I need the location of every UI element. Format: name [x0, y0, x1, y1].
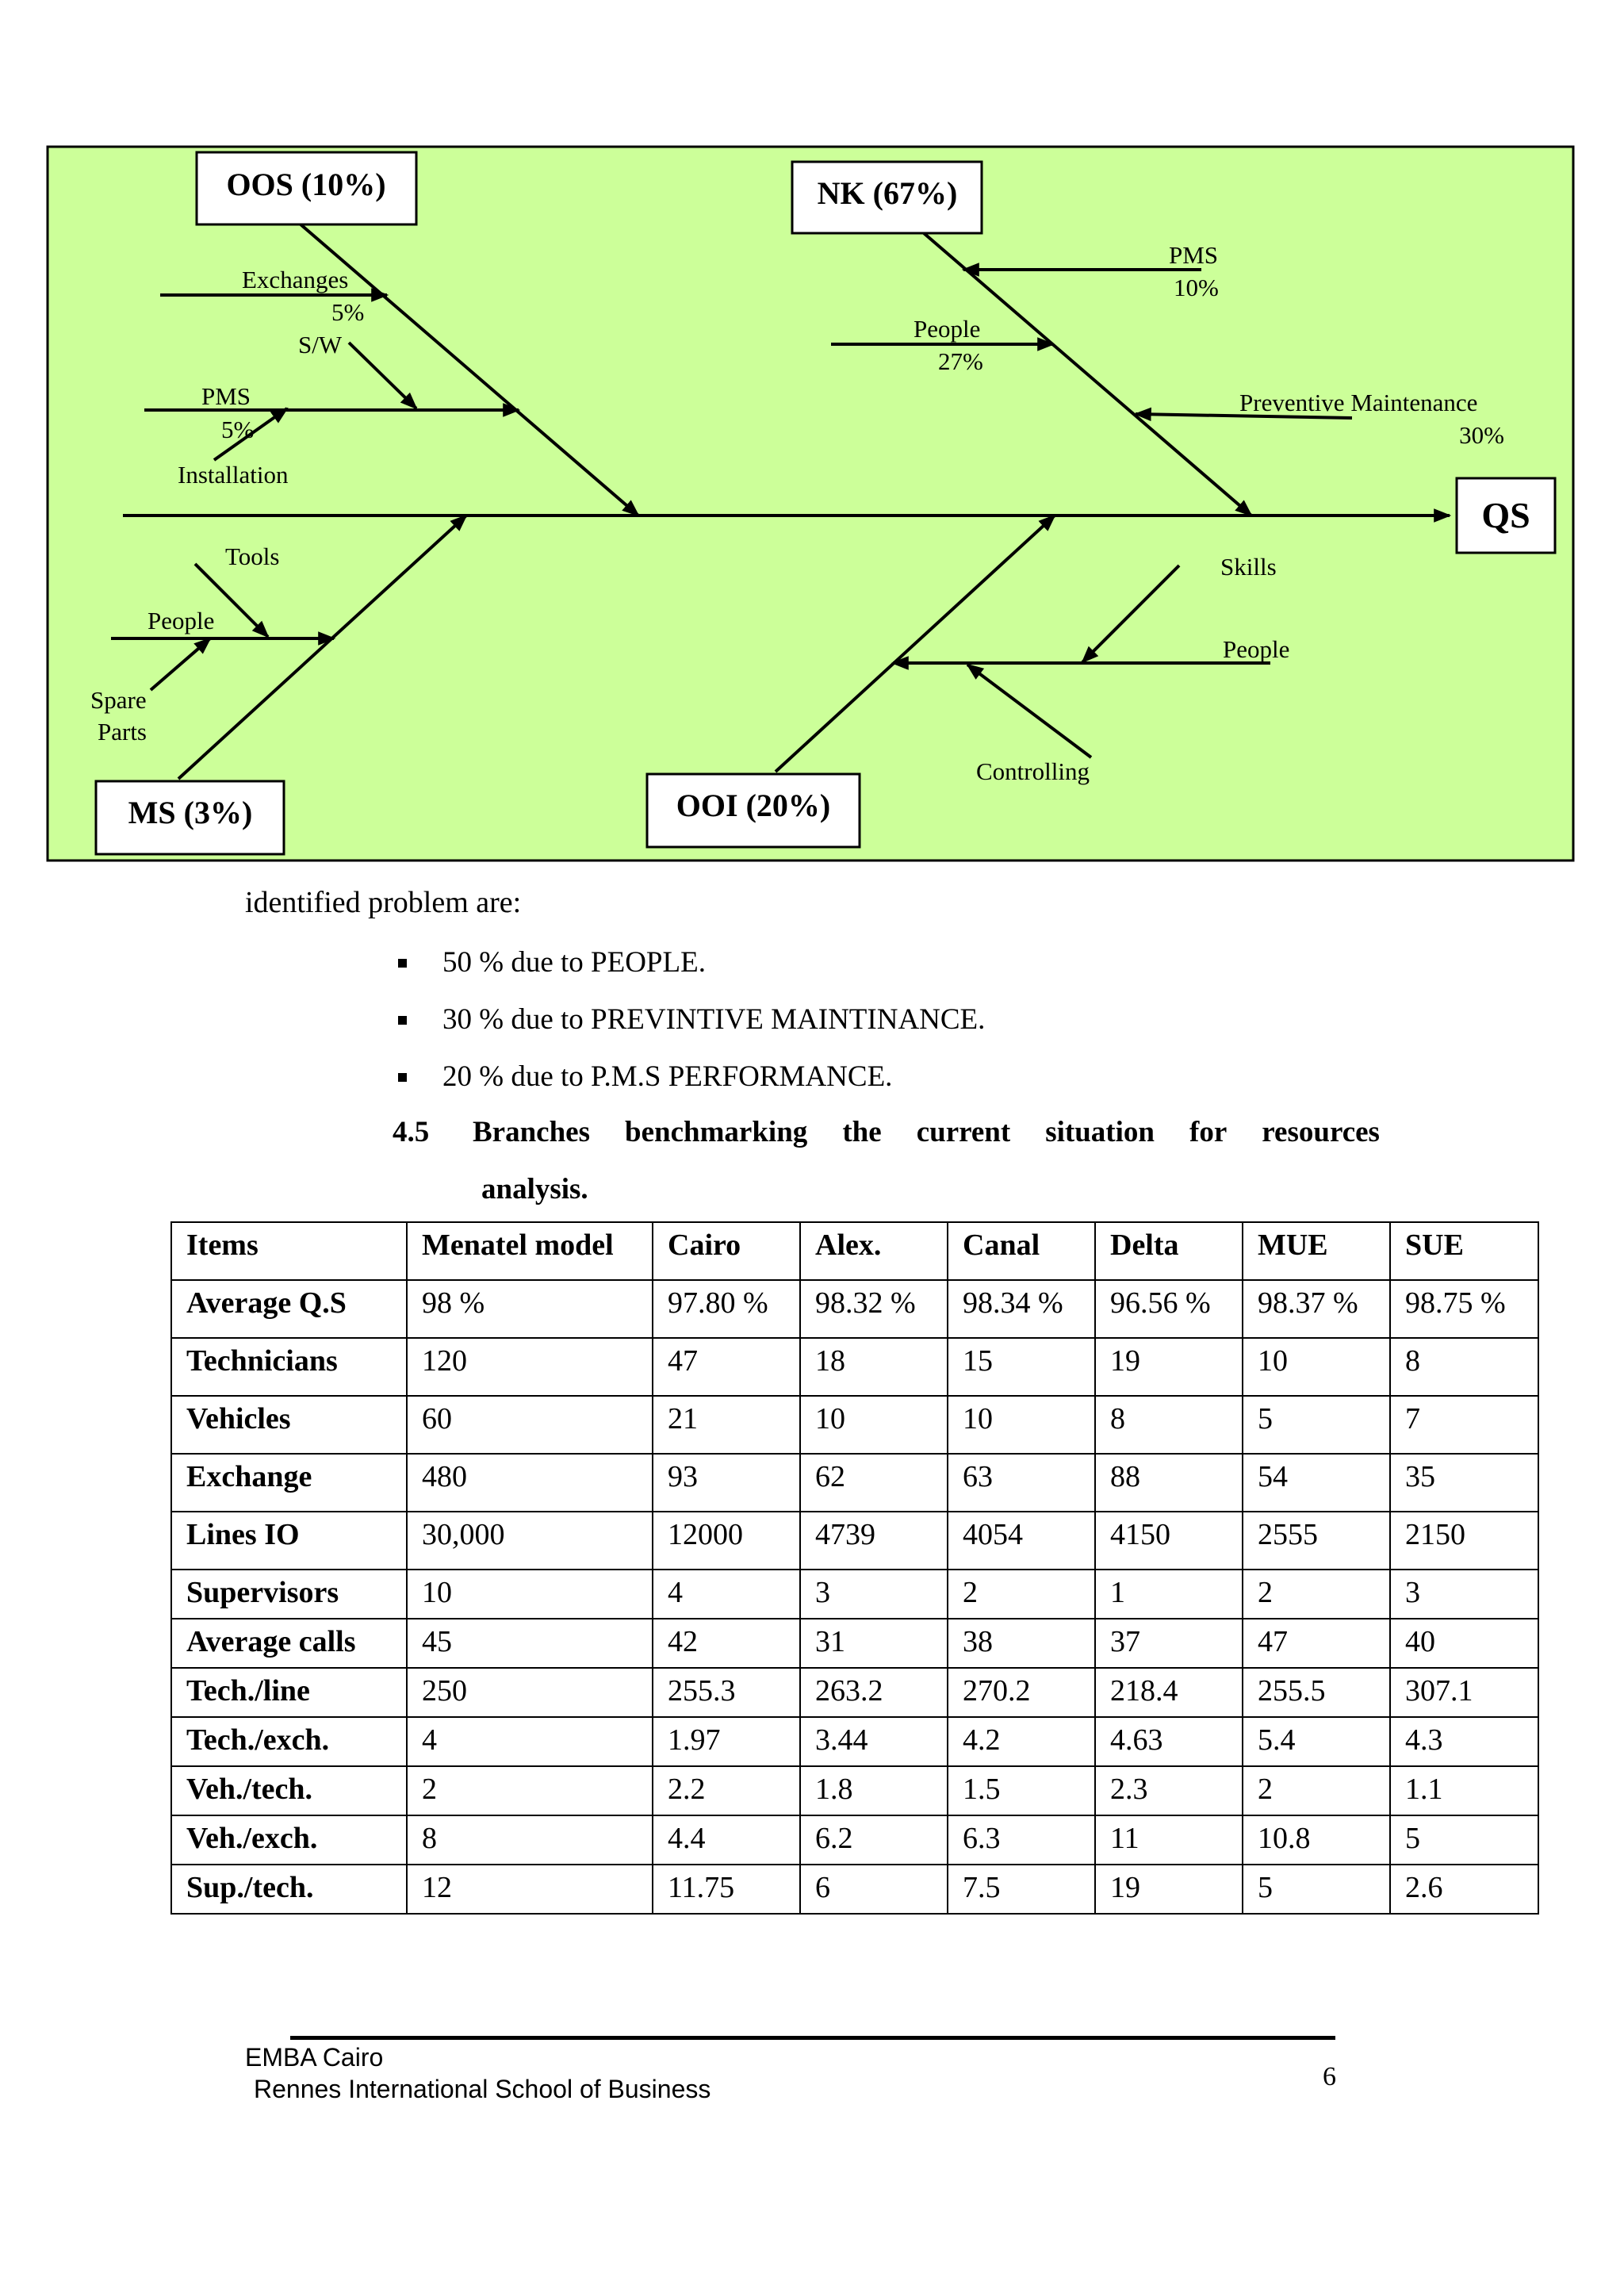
category-label-nk: NK (67%): [817, 175, 958, 211]
table-cell: 4150: [1095, 1512, 1243, 1570]
heading-word: benchmarking: [625, 1116, 808, 1148]
table-row-label: Technicians: [171, 1338, 407, 1396]
table-cell: 10: [407, 1570, 653, 1619]
table-cell: 8: [1390, 1338, 1538, 1396]
footer-rule: [290, 2036, 1335, 2040]
table-cell: 98.34 %: [948, 1280, 1095, 1338]
table-header-row: [171, 1222, 1538, 1280]
table-row-label: Sup./tech.: [171, 1865, 407, 1914]
table-header-cell: Cairo: [653, 1222, 800, 1280]
table-cell: 8: [1095, 1396, 1243, 1454]
category-label-ms: MS (3%): [128, 795, 253, 830]
table-cell: 10: [948, 1396, 1095, 1454]
table-cell: 11.75: [653, 1865, 800, 1914]
section-heading: [393, 1104, 1380, 1218]
table-cell: 19: [1095, 1338, 1243, 1396]
table-cell: 4.2: [948, 1717, 1095, 1766]
table-cell: 47: [1243, 1619, 1390, 1668]
category-box-ms: [96, 781, 284, 854]
table-header-cell: Menatel model: [407, 1222, 653, 1280]
fishbone-diagram: [0, 0, 1624, 872]
table-cell: 2: [1243, 1570, 1390, 1619]
table-row-label: Average calls: [171, 1619, 407, 1668]
heading-word: the: [842, 1116, 882, 1148]
table-cell: 2: [407, 1766, 653, 1815]
table-cell: 2.2: [653, 1766, 800, 1815]
intro-text: identified problem are:: [245, 886, 522, 919]
benchmark-table: [170, 1221, 1539, 1915]
table-cell: 12000: [653, 1512, 800, 1570]
cause-pct-pm: 30%: [1459, 421, 1504, 449]
table-cell: 2: [1243, 1766, 1390, 1815]
bullet-item: [373, 991, 985, 1048]
table-row: [171, 1815, 1538, 1865]
table-cell: 98.32 %: [800, 1280, 948, 1338]
table-cell: 2: [948, 1570, 1095, 1619]
table-row-label: Supervisors: [171, 1570, 407, 1619]
table-cell: 3.44: [800, 1717, 948, 1766]
heading-word: Branches: [473, 1116, 590, 1148]
table-cell: 62: [800, 1454, 948, 1512]
table-cell: 4: [407, 1717, 653, 1766]
table-cell: 12: [407, 1865, 653, 1914]
table-cell: 97.80 %: [653, 1280, 800, 1338]
table-header-cell: MUE: [1243, 1222, 1390, 1280]
table-cell: 30,000: [407, 1512, 653, 1570]
table-cell: 2555: [1243, 1512, 1390, 1570]
table-cell: 21: [653, 1396, 800, 1454]
table-cell: 6.2: [800, 1815, 948, 1865]
table-row-label: Tech./line: [171, 1668, 407, 1717]
table-cell: 2150: [1390, 1512, 1538, 1570]
table-cell: 45: [407, 1619, 653, 1668]
table-cell: 10: [1243, 1338, 1390, 1396]
table-cell: 7.5: [948, 1865, 1095, 1914]
cause-label-people-nk: People: [914, 315, 981, 343]
table-header-cell: SUE: [1390, 1222, 1538, 1280]
table-row-label: Veh./tech.: [171, 1766, 407, 1815]
table-row: [171, 1668, 1538, 1717]
category-label-ooi: OOI (20%): [676, 788, 831, 823]
effect-box-qs: [1457, 478, 1555, 553]
table-cell: 19: [1095, 1865, 1243, 1914]
table-row: [171, 1454, 1538, 1512]
bullet-text: 20 % due to P.M.S PERFORMANCE.: [442, 1060, 893, 1093]
table-cell: 270.2: [948, 1668, 1095, 1717]
table-cell: 2.3: [1095, 1766, 1243, 1815]
table-cell: 480: [407, 1454, 653, 1512]
table-row: [171, 1512, 1538, 1570]
page-number: 6: [1323, 2062, 1336, 2091]
table-row: [171, 1766, 1538, 1815]
table-cell: 1.8: [800, 1766, 948, 1815]
cause-pct-pms-nk: 10%: [1174, 274, 1219, 301]
table-cell: 120: [407, 1338, 653, 1396]
table-row-label: Lines IO: [171, 1512, 407, 1570]
cause-pct-pms-oos: 5%: [221, 416, 255, 443]
category-box-ooi: [647, 774, 860, 847]
table-cell: 98.37 %: [1243, 1280, 1390, 1338]
bullet-item: [373, 1048, 985, 1106]
table-row: [171, 1619, 1538, 1668]
table-row-label: Exchange: [171, 1454, 407, 1512]
heading-word: resources: [1262, 1116, 1380, 1148]
cause-label-tools: Tools: [225, 542, 280, 570]
table-cell: 3: [800, 1570, 948, 1619]
table-cell: 7: [1390, 1396, 1538, 1454]
cause-label-exchanges: Exchanges: [242, 266, 349, 293]
table-row-label: Tech./exch.: [171, 1717, 407, 1766]
table-cell: 5: [1390, 1815, 1538, 1865]
cause-label-pm: Preventive Maintenance: [1239, 389, 1478, 416]
table-cell: 4.3: [1390, 1717, 1538, 1766]
table-header-cell: Delta: [1095, 1222, 1243, 1280]
table-cell: 4: [653, 1570, 800, 1619]
table-row-label: Vehicles: [171, 1396, 407, 1454]
table-cell: 4054: [948, 1512, 1095, 1570]
table-cell: 40: [1390, 1619, 1538, 1668]
cause-label-controlling: Controlling: [976, 757, 1090, 785]
table-cell: 4739: [800, 1512, 948, 1570]
table-header-cell: Alex.: [800, 1222, 948, 1280]
table-cell: 18: [800, 1338, 948, 1396]
table-cell: 2.6: [1390, 1865, 1538, 1914]
table-cell: 10.8: [1243, 1815, 1390, 1865]
category-box-oos: [197, 152, 416, 224]
diagram-background: [48, 147, 1573, 861]
table-cell: 31: [800, 1619, 948, 1668]
table-header-cell: Canal: [948, 1222, 1095, 1280]
table-row: [171, 1865, 1538, 1914]
bullet-text: 30 % due to PREVINTIVE MAINTINANCE.: [442, 1003, 986, 1036]
table-cell: 96.56 %: [1095, 1280, 1243, 1338]
table-cell: 60: [407, 1396, 653, 1454]
table-cell: 5.4: [1243, 1717, 1390, 1766]
table-cell: 4.63: [1095, 1717, 1243, 1766]
table-cell: 1: [1095, 1570, 1243, 1619]
category-box-nk: [792, 162, 982, 233]
table-cell: 263.2: [800, 1668, 948, 1717]
heading-word: situation: [1045, 1116, 1155, 1148]
table-cell: 6.3: [948, 1815, 1095, 1865]
cause-label-spare: Spare: [90, 686, 147, 714]
table-cell: 5: [1243, 1396, 1390, 1454]
table-cell: 255.5: [1243, 1668, 1390, 1717]
bullet-text: 50 % due to PEOPLE.: [442, 946, 706, 979]
table-cell: 1.5: [948, 1766, 1095, 1815]
table-cell: 47: [653, 1338, 800, 1396]
table-cell: 98 %: [407, 1280, 653, 1338]
heading-word: current: [916, 1116, 1011, 1148]
table-cell: 93: [653, 1454, 800, 1512]
cause-label-installation: Installation: [178, 461, 289, 489]
table-header-cell: Items: [171, 1222, 407, 1280]
table-cell: 307.1: [1390, 1668, 1538, 1717]
table-cell: 6: [800, 1865, 948, 1914]
table-cell: 255.3: [653, 1668, 800, 1717]
cause-label-pms-oos: PMS: [201, 382, 251, 410]
bullet-square-icon: [398, 1016, 407, 1025]
table-cell: 218.4: [1095, 1668, 1243, 1717]
table-cell: 250: [407, 1668, 653, 1717]
table-cell: 88: [1095, 1454, 1243, 1512]
bullet-list: [373, 934, 985, 1106]
heading-line-2: analysis.: [481, 1173, 588, 1205]
table-cell: 10: [800, 1396, 948, 1454]
table-cell: 4.4: [653, 1815, 800, 1865]
table-row: [171, 1717, 1538, 1766]
table-cell: 37: [1095, 1619, 1243, 1668]
table-cell: 35: [1390, 1454, 1538, 1512]
table-cell: 54: [1243, 1454, 1390, 1512]
effect-label: QS: [1481, 495, 1530, 535]
table-cell: 38: [948, 1619, 1095, 1668]
cause-label-parts: Parts: [98, 718, 147, 746]
cause-pct-exchanges: 5%: [331, 298, 365, 326]
table-cell: 8: [407, 1815, 653, 1865]
table-row: [171, 1280, 1538, 1338]
section-number: 4.5: [393, 1116, 430, 1148]
cause-pct-people-nk: 27%: [938, 347, 983, 375]
category-label-oos: OOS (10%): [226, 167, 386, 202]
footer-org: EMBA Cairo: [245, 2043, 384, 2072]
heading-word: for: [1189, 1116, 1228, 1148]
table-cell: 42: [653, 1619, 800, 1668]
table-cell: 11: [1095, 1815, 1243, 1865]
table-row: [171, 1396, 1538, 1454]
table-cell: 1.1: [1390, 1766, 1538, 1815]
table-row: [171, 1338, 1538, 1396]
table-row-label: Veh./exch.: [171, 1815, 407, 1865]
cause-label-pms-nk: PMS: [1169, 241, 1219, 269]
cause-label-skills: Skills: [1220, 553, 1277, 581]
table-cell: 63: [948, 1454, 1095, 1512]
cause-label-people-ooi: People: [1223, 635, 1290, 663]
bullet-square-icon: [398, 1073, 407, 1082]
table-cell: 15: [948, 1338, 1095, 1396]
cause-label-sw: S/W: [298, 331, 343, 358]
bullet-item: [373, 934, 985, 991]
table-cell: 98.75 %: [1390, 1280, 1538, 1338]
table-cell: 3: [1390, 1570, 1538, 1619]
bullet-square-icon: [398, 959, 407, 968]
table-cell: 1.97: [653, 1717, 800, 1766]
table-cell: 5: [1243, 1865, 1390, 1914]
table-row-label: Average Q.S: [171, 1280, 407, 1338]
footer-school: Rennes International School of Business: [254, 2075, 711, 2103]
table-row: [171, 1570, 1538, 1619]
cause-label-people-ms: People: [147, 607, 215, 634]
